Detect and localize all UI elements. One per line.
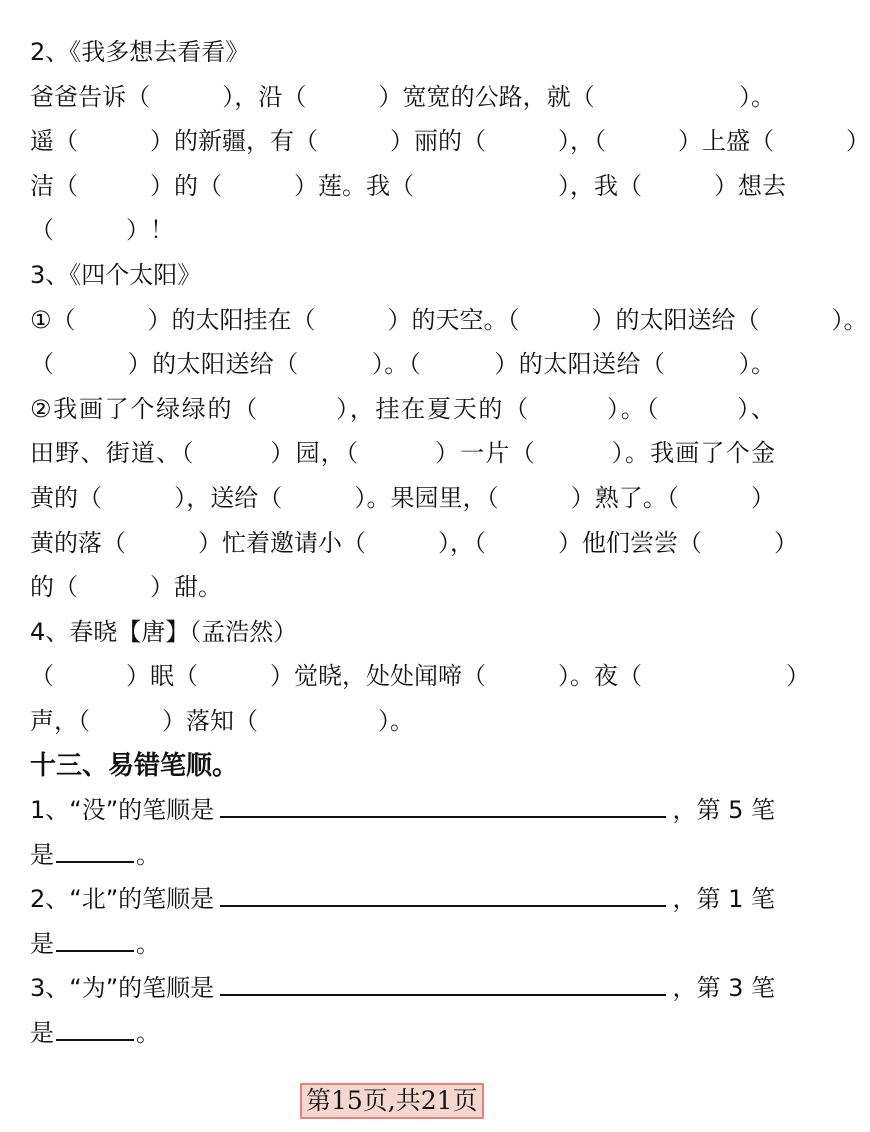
stroke-suffix: ，第 3 笔 — [672, 974, 775, 1003]
stroke-end: 。 — [136, 929, 160, 958]
stroke-tail: 是 — [30, 840, 54, 869]
text-line: 爸爸告诉（ ），沿（ ）宽宽的公路，就（ ）。 — [30, 82, 775, 111]
answer-blank[interactable] — [220, 972, 666, 996]
stroke-tail: 是 — [30, 1019, 54, 1048]
stroke-suffix: ，第 1 笔 — [672, 885, 775, 914]
text-line: 黄的（ ），送给（ ）。果园里，（ ）熟了。（ ） — [30, 483, 775, 512]
stroke-prefix: 3、“为”的笔顺是 — [30, 974, 215, 1003]
text-line: ②我画了个绿绿的（ ），挂在夏天的（ ）。（ ）、 — [30, 394, 775, 423]
text-line: 洁（ ）的（ ）莲。我（ ），我（ ）想去 — [30, 171, 786, 200]
worksheet-page — [30, 30, 870, 1056]
answer-blank[interactable] — [220, 883, 666, 907]
text-line: 黄的落（ ）忙着邀请小（ ），（ ）他们尝尝（ ） — [30, 528, 798, 557]
stroke-prefix: 1、“没”的笔顺是 — [30, 796, 215, 825]
text-line: ①（ ）的太阳挂在（ ）的天空。（ ）的太阳送给（ ）。 — [30, 305, 868, 334]
text-line: 田野、街道、（ ）园，（ ）一片（ ）。我画了个金 — [30, 439, 775, 468]
stroke-item-3 — [30, 966, 775, 1055]
stroke-tail: 是 — [30, 929, 54, 958]
answer-blank[interactable] — [56, 1019, 134, 1041]
stroke-item-1 — [30, 788, 775, 877]
stroke-item-2 — [30, 877, 775, 966]
stroke-prefix: 2、“北”的笔顺是 — [30, 885, 215, 914]
text-line: 的（ ）甜。 — [30, 573, 222, 602]
heading-poem-4: 4、春晓【唐】（孟浩然） — [30, 617, 298, 646]
text-line: 声，（ ）落知（ ）。 — [30, 706, 414, 735]
text-line: 遥（ ）的新疆，有（ ）丽的（ ），（ ）上盛（ ） — [30, 127, 870, 156]
text-line: （ ）的太阳送给（ ）。（ ）的太阳送给（ ）。 — [30, 350, 775, 379]
answer-blank[interactable] — [220, 794, 666, 818]
stroke-suffix: ，第 5 笔 — [672, 796, 775, 825]
stroke-end: 。 — [136, 1019, 160, 1048]
heading-poem-3: 3、《四个太阳》 — [30, 260, 202, 289]
stroke-end: 。 — [136, 840, 160, 869]
text-line: （ ）眠（ ）觉晓，处处闻啼（ ）。夜（ ） — [30, 662, 810, 691]
answer-blank[interactable] — [56, 841, 134, 863]
section-title: 十三、易错笔顺。 — [30, 750, 239, 781]
page-number: 第15页,共21页 — [300, 1083, 484, 1119]
heading-poem-2: 2、《我多想去看看》 — [30, 38, 250, 66]
answer-blank[interactable] — [56, 930, 134, 952]
text-line: （ ）！ — [30, 216, 174, 245]
